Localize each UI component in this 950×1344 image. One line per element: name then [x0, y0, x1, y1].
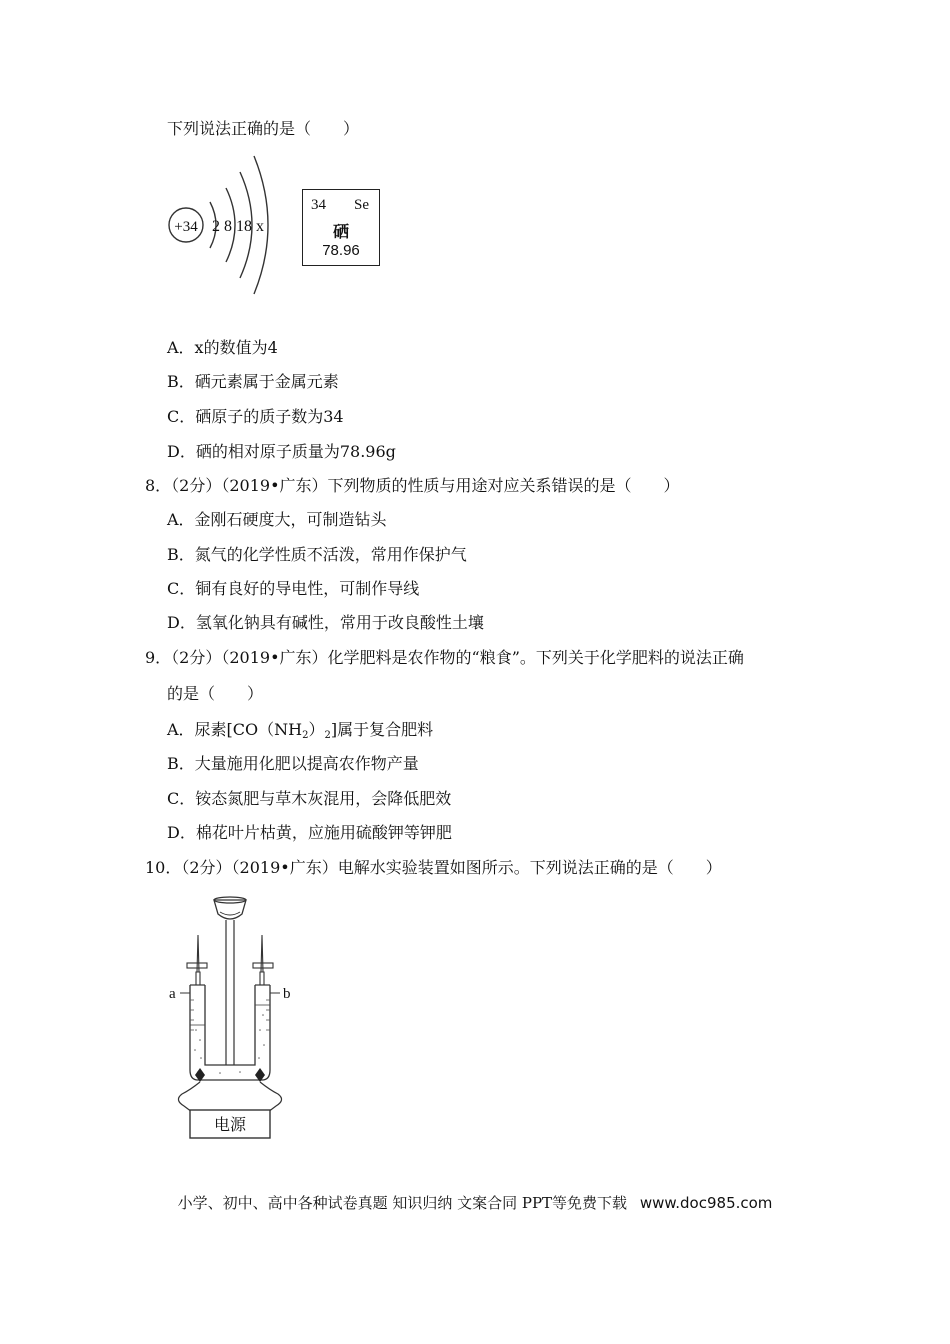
q8-option-d: D．氢氧化钠具有碱性，常用于改良酸性土壤 — [167, 613, 484, 632]
q9-option-a-pre: A．尿素[CO（NH — [167, 720, 303, 739]
q9-stem-line1: 9．（2分）（2019•广东）化学肥料是农作物的“粮食”。下列关于化学肥料的说法正确 — [145, 648, 744, 667]
q10-stem: 10．（2分）（2019•广东）电解水实验装置如图所示。下列说法正确的是（ ） — [145, 858, 722, 877]
electron-shells: 2 8 18 x — [212, 218, 264, 235]
q8-option-c: C．铜有良好的导电性，可制作导线 — [167, 579, 420, 598]
q9-option-a-post: ]属于复合肥料 — [330, 720, 434, 739]
label-a: a — [169, 986, 176, 1002]
q9-option-a-sub2: 2 — [324, 730, 331, 741]
atom-structure-diagram — [160, 150, 285, 300]
nucleus-charge: +34 — [174, 219, 198, 235]
power-supply-label: 电源 — [213, 1115, 247, 1134]
q7-option-a: A．x的数值为4 — [167, 338, 278, 357]
electrolysis-apparatus-diagram — [160, 890, 300, 1145]
q9-option-c: C．铵态氮肥与草木灰混用，会降低肥效 — [167, 789, 452, 808]
element-card — [302, 189, 380, 266]
q9-option-a-sub: 2 — [302, 730, 309, 741]
element-name: 硒 — [332, 222, 349, 241]
q9-stem-line2: 的是（ ） — [167, 684, 264, 703]
q9-option-a — [167, 720, 433, 746]
footer-text: 小学、初中、高中各种试卷真题 知识归纳 文案合同 PPT等免费下载 — [177, 1194, 628, 1212]
q9-option-d: D．棉花叶片枯黄，应施用硫酸钾等钾肥 — [167, 823, 452, 842]
q8-option-b: B．氮气的化学性质不活泼，常用作保护气 — [167, 545, 467, 564]
element-number: 34 — [311, 197, 326, 213]
q9-option-a-mid: ） — [308, 720, 325, 739]
q7-option-c: C．硒原子的质子数为34 — [167, 407, 344, 426]
element-symbol: Se — [354, 197, 369, 213]
footer-url[interactable]: www.doc985.com — [639, 1194, 773, 1212]
q7-option-d: D．硒的相对原子质量为78.96g — [167, 442, 396, 461]
q7-option-b: B．硒元素属于金属元素 — [167, 372, 339, 391]
q7-stem: 下列说法正确的是（ ） — [167, 119, 360, 138]
q9-option-b: B．大量施用化肥以提高农作物产量 — [167, 754, 419, 773]
q8-option-a: A．金刚石硬度大，可制造钻头 — [167, 510, 387, 529]
q8-stem: 8．（2分）（2019•广东）下列物质的性质与用途对应关系错误的是（ ） — [145, 476, 680, 495]
label-b: b — [283, 986, 291, 1002]
page-footer — [0, 1192, 950, 1213]
element-mass: 78.96 — [322, 242, 360, 259]
